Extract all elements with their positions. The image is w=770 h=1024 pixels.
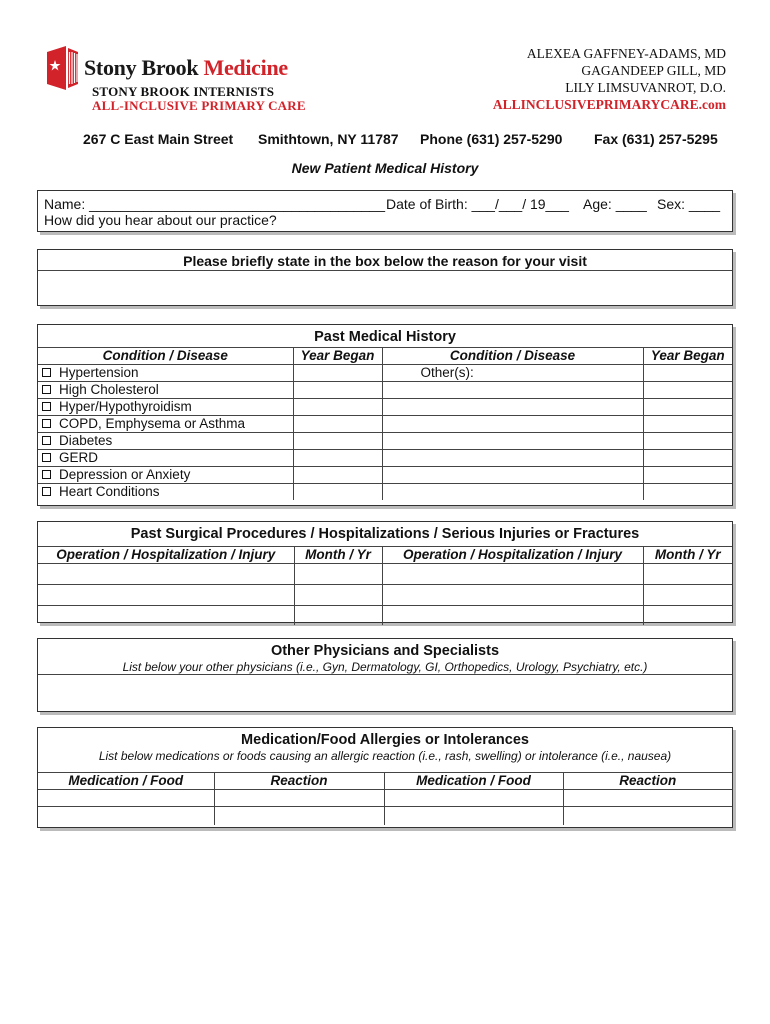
medication-cell[interactable] — [38, 790, 214, 807]
reason-title: Please briefly state in the box below the reason for your visit — [183, 253, 587, 269]
other-condition-cell[interactable] — [382, 399, 643, 416]
operation-cell[interactable] — [38, 564, 294, 585]
operation-cell[interactable] — [38, 585, 294, 606]
address: 267 C East Main Street — [83, 131, 234, 147]
date-cell[interactable] — [294, 585, 382, 606]
physicians-subtitle: List below your other physicians (i.e., Gyn, Dermatology, GI, Orthopedics, Urology, Psychiatry, etc.) — [122, 660, 648, 674]
year-cell[interactable] — [293, 399, 382, 416]
operation-cell[interactable] — [38, 606, 294, 626]
table-row — [38, 365, 732, 382]
brand-part2: Medicine — [203, 55, 288, 80]
date-cell[interactable] — [294, 606, 382, 626]
name-field[interactable]: Name: ______________________________________ — [44, 196, 385, 212]
physicians-title: Other Physicians and Specialists — [270, 643, 500, 659]
checkbox[interactable] — [42, 419, 51, 428]
other-condition-cell[interactable] — [382, 450, 643, 467]
others-label: Other(s): — [382, 365, 643, 382]
condition-label: Hyper/Hypothyroidism — [59, 399, 192, 414]
past-medical-history-box — [37, 324, 733, 506]
referral-field[interactable]: How did you hear about our practice? — [44, 212, 277, 228]
year-cell[interactable] — [643, 365, 732, 382]
pmh-title: Past Medical History — [314, 329, 456, 345]
table-row — [38, 416, 732, 433]
allergies-box — [37, 727, 733, 828]
form-title: New Patient Medical History — [291, 160, 479, 176]
reaction-cell[interactable] — [563, 807, 732, 826]
col-medication: Medication / Food — [38, 773, 214, 790]
col-year-began: Year Began — [643, 348, 732, 365]
table-row — [38, 585, 732, 606]
reaction-cell[interactable] — [563, 790, 732, 807]
other-condition-cell[interactable] — [382, 467, 643, 484]
year-cell[interactable] — [293, 484, 382, 501]
year-cell[interactable] — [643, 416, 732, 433]
operation-cell[interactable] — [382, 564, 643, 585]
checkbox[interactable] — [42, 453, 51, 462]
col-reaction: Reaction — [563, 773, 732, 790]
reason-box — [37, 249, 733, 306]
year-cell[interactable] — [293, 382, 382, 399]
checkbox[interactable] — [42, 470, 51, 479]
physician-list — [493, 45, 726, 113]
physician-name: GAGANDEEP GILL, MD — [581, 63, 726, 78]
phone: Phone (631) 257-5290 — [420, 131, 563, 147]
reaction-cell[interactable] — [214, 790, 384, 807]
website-link[interactable]: ALLINCLUSIVEPRIMARYCARE.com — [492, 97, 726, 112]
condition-label: Heart Conditions — [59, 484, 160, 499]
col-month-yr: Month / Yr — [294, 547, 382, 564]
year-cell[interactable] — [643, 450, 732, 467]
operation-cell[interactable] — [382, 585, 643, 606]
checkbox[interactable] — [42, 487, 51, 496]
col-year-began: Year Began — [293, 348, 382, 365]
year-cell[interactable] — [293, 467, 382, 484]
fax: Fax (631) 257-5295 — [594, 131, 718, 147]
year-cell[interactable] — [293, 365, 382, 382]
physician-name: ALEXEA GAFFNEY-ADAMS, MD — [526, 46, 726, 61]
practice-name: STONY BROOK INTERNISTS — [92, 84, 275, 99]
checkbox[interactable] — [42, 402, 51, 411]
stony-brook-logo-icon — [44, 46, 78, 90]
year-cell[interactable] — [643, 382, 732, 399]
condition-label: Diabetes — [59, 433, 113, 448]
col-month-yr: Month / Yr — [643, 547, 732, 564]
brand-name — [84, 55, 288, 81]
table-row — [38, 450, 732, 467]
table-row — [38, 606, 732, 626]
reason-input[interactable] — [40, 272, 730, 303]
year-cell[interactable] — [643, 399, 732, 416]
date-cell[interactable] — [294, 564, 382, 585]
year-cell[interactable] — [293, 416, 382, 433]
physician-name: LILY LIMSUVANROT, D.O. — [565, 80, 726, 95]
city: Smithtown, NY 11787 — [258, 131, 399, 147]
year-cell[interactable] — [293, 433, 382, 450]
table-row — [38, 790, 732, 807]
allergies-subtitle: List below medications or foods causing an allergic reaction (i.e., rash, swelling) or intolerance (i.e., nausea) — [98, 749, 672, 763]
condition-label: Depression or Anxiety — [59, 467, 191, 482]
col-operation: Operation / Hospitalization / Injury — [382, 547, 643, 564]
table-row — [38, 467, 732, 484]
medication-cell[interactable] — [38, 807, 214, 826]
condition-label: High Cholesterol — [59, 382, 159, 397]
year-cell[interactable] — [643, 467, 732, 484]
practice-tagline: ALL-INCLUSIVE PRIMARY CARE — [92, 98, 306, 113]
other-condition-cell[interactable] — [382, 484, 643, 501]
date-cell[interactable] — [643, 606, 732, 626]
age-field[interactable]: Age: ____ — [583, 196, 647, 212]
date-cell[interactable] — [643, 564, 732, 585]
other-condition-cell[interactable] — [382, 416, 643, 433]
surgical-title: Past Surgical Procedures / Hospitalizations / Serious Injuries or Fractures — [130, 526, 640, 542]
patient-info-box — [37, 190, 733, 232]
table-row — [38, 484, 732, 501]
condition-label: Hypertension — [59, 365, 139, 380]
brand-part1: Stony Brook — [84, 55, 199, 80]
medication-cell[interactable] — [384, 790, 563, 807]
year-cell[interactable] — [643, 484, 732, 501]
checkbox[interactable] — [42, 385, 51, 394]
physicians-input[interactable] — [40, 676, 730, 709]
col-condition: Condition / Disease — [382, 348, 643, 365]
sex-field[interactable]: Sex: ____ — [657, 196, 721, 212]
other-condition-cell[interactable] — [382, 433, 643, 450]
checkbox[interactable] — [42, 436, 51, 445]
col-reaction: Reaction — [214, 773, 384, 790]
medication-cell[interactable] — [384, 807, 563, 826]
table-row — [38, 399, 732, 416]
date-cell[interactable] — [643, 585, 732, 606]
year-cell[interactable] — [643, 433, 732, 450]
condition-label: GERD — [59, 450, 99, 465]
other-physicians-box — [37, 638, 733, 712]
condition-label: COPD, Emphysema or Asthma — [59, 416, 246, 431]
other-condition-cell[interactable] — [382, 382, 643, 399]
table-row — [38, 382, 732, 399]
table-row — [38, 564, 732, 585]
checkbox[interactable] — [42, 368, 51, 377]
operation-cell[interactable] — [382, 606, 643, 626]
surgical-history-box — [37, 521, 733, 623]
col-medication: Medication / Food — [384, 773, 563, 790]
table-row — [38, 433, 732, 450]
table-row — [38, 807, 732, 826]
dob-field[interactable]: Date of Birth: ___/___/ 19___ — [386, 196, 569, 212]
year-cell[interactable] — [293, 450, 382, 467]
allergies-title: Medication/Food Allergies or Intolerances — [241, 732, 529, 748]
reaction-cell[interactable] — [214, 807, 384, 826]
col-operation: Operation / Hospitalization / Injury — [38, 547, 294, 564]
col-condition: Condition / Disease — [38, 348, 293, 365]
